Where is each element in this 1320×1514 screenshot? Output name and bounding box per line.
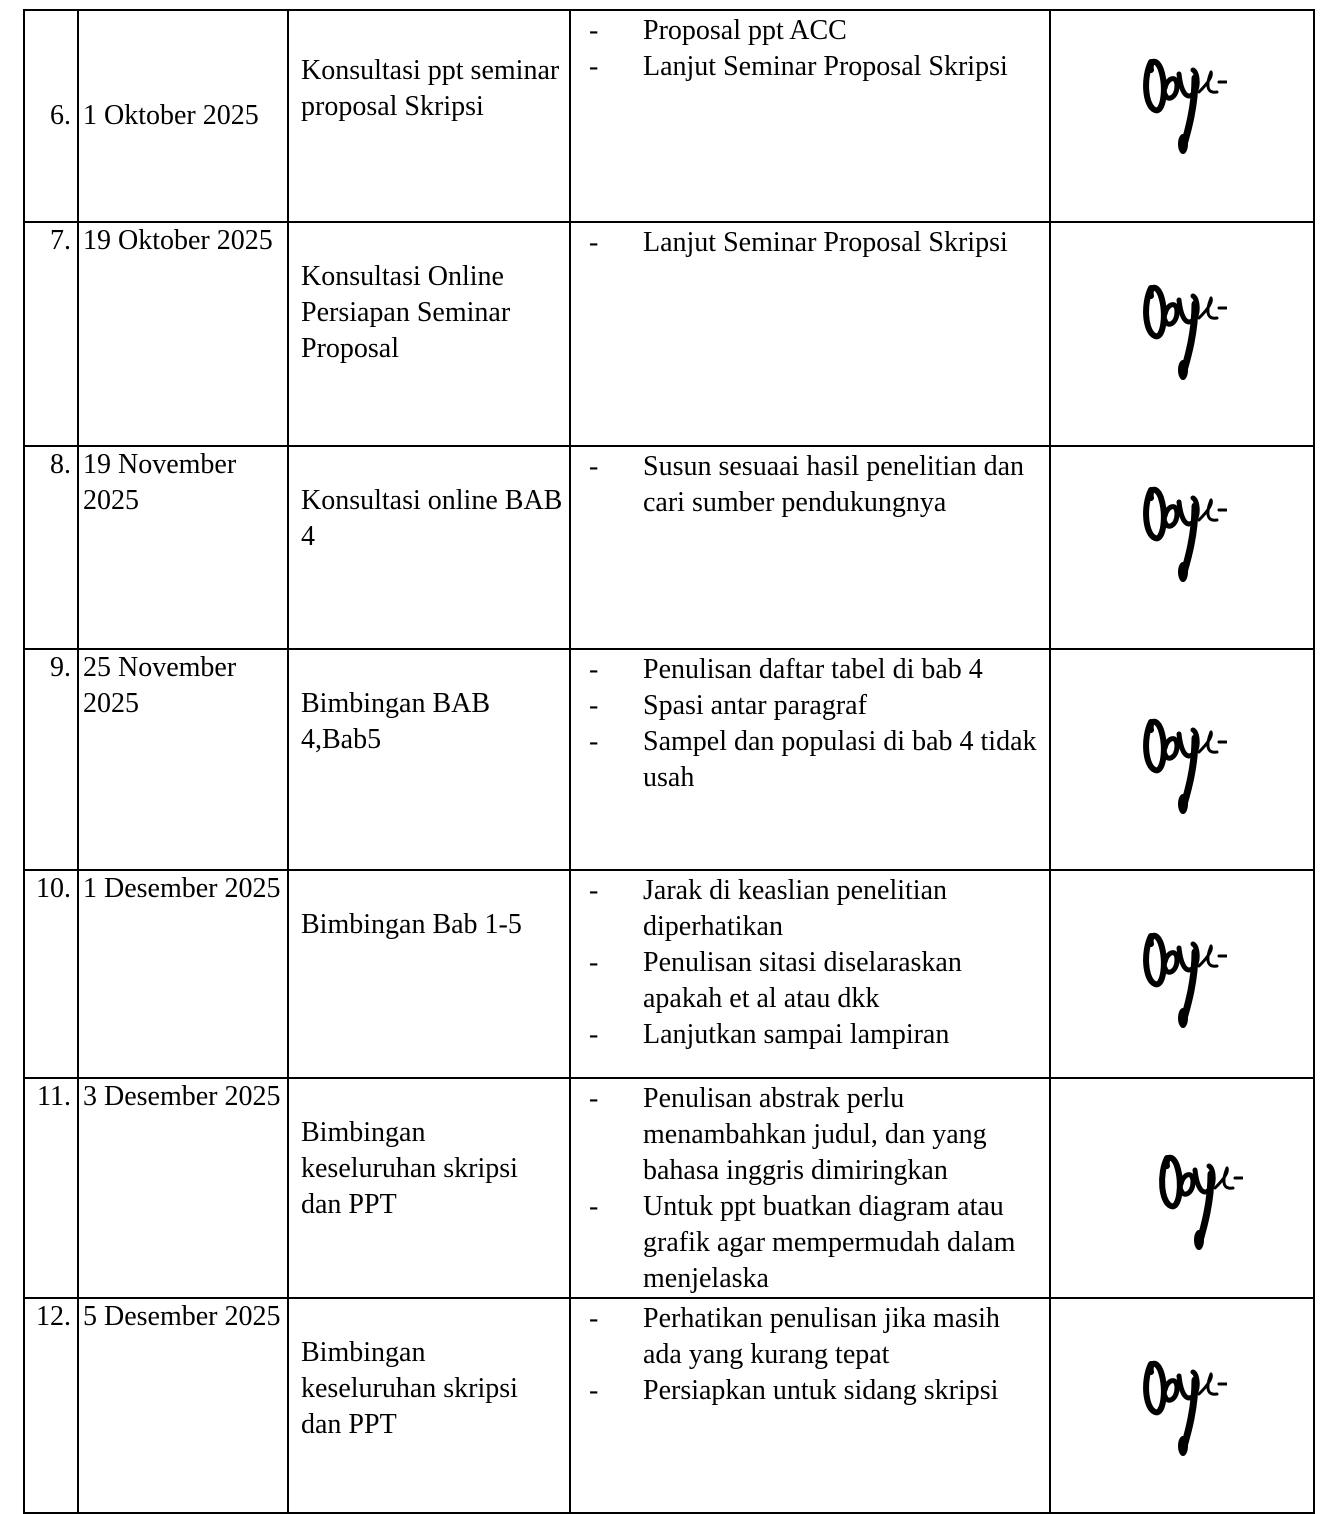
notes-list: [571, 873, 1049, 1053]
consultation-date: 25 November 2025: [78, 649, 288, 870]
list-item: [571, 225, 1049, 261]
list-item: [571, 1373, 1049, 1409]
list-item: [571, 945, 1049, 1017]
consultation-topic: Bimbingan BAB 4,Bab5: [288, 649, 570, 870]
notes-list: [571, 1301, 1049, 1409]
note-text: Lanjutkan sampai lampiran: [643, 1019, 950, 1050]
list-item: [571, 873, 1049, 945]
row-number: 8.: [24, 446, 78, 649]
consultation-notes: [570, 1298, 1050, 1513]
signature-cell: [1050, 222, 1314, 446]
list-item: [571, 1189, 1049, 1297]
note-text: Susun sesuaai hasil penelitian dan cari sumber pendukungnya: [643, 451, 1025, 518]
signature-cell: [1050, 10, 1314, 222]
signature-image: [1137, 708, 1227, 818]
list-item: [571, 1017, 1049, 1053]
note-text: Persiapkan untuk sidang skripsi: [643, 1375, 999, 1406]
consultation-topic: Bimbingan keseluruhan skripsi dan PPT: [288, 1298, 570, 1513]
signature-image: [1137, 48, 1227, 158]
notes-list: [571, 13, 1049, 85]
signature-cell: [1050, 1298, 1314, 1513]
bullet-dash: -: [589, 1019, 599, 1050]
notes-list: [571, 1081, 1049, 1297]
list-item: [571, 1301, 1049, 1373]
table-row: [24, 446, 1314, 649]
row-number: 9.: [24, 649, 78, 870]
consultation-date: 19 November 2025: [78, 446, 288, 649]
note-text: Untuk ppt buatkan diagram atau grafik agar mempermudah dalam menjelaska: [643, 1191, 1016, 1294]
note-text: Proposal ppt ACC: [643, 15, 847, 46]
table-row: [24, 10, 1314, 222]
consultation-topic: Konsultasi Online Persiapan Seminar Proposal: [288, 222, 570, 446]
bullet-dash: -: [589, 227, 599, 258]
note-text: Lanjut Seminar Proposal Skripsi: [643, 51, 1008, 82]
signature-cell: [1050, 446, 1314, 649]
list-item: [571, 652, 1049, 688]
table-row: [24, 649, 1314, 870]
bullet-dash: -: [589, 654, 599, 685]
list-item: [571, 1081, 1049, 1189]
consultation-notes: [570, 1078, 1050, 1298]
bullet-dash: -: [589, 1191, 599, 1222]
note-text: Jarak di keaslian penelitian diperhatikan: [643, 875, 947, 942]
bullet-dash: -: [589, 451, 599, 482]
consultation-notes: [570, 10, 1050, 222]
note-text: Spasi antar paragraf: [643, 690, 867, 721]
consultation-date: 1 Desember 2025: [78, 870, 288, 1078]
signature-image: [1137, 274, 1227, 384]
table-row: [24, 870, 1314, 1078]
list-item: [571, 449, 1049, 521]
signature-image: [1137, 1350, 1227, 1460]
consultation-date: 5 Desember 2025: [78, 1298, 288, 1513]
bullet-dash: -: [589, 726, 599, 757]
signature-image: [1153, 1144, 1243, 1254]
list-item: [571, 724, 1049, 796]
consultation-notes: [570, 222, 1050, 446]
list-item: [571, 13, 1049, 49]
consultation-date: 3 Desember 2025: [78, 1078, 288, 1298]
table-body: [24, 10, 1314, 1513]
consultation-notes: [570, 870, 1050, 1078]
note-text: Penulisan abstrak perlu menambahkan judul, dan yang bahasa inggris dimiringkan: [643, 1083, 987, 1186]
consultation-topic: Bimbingan keseluruhan skripsi dan PPT: [288, 1078, 570, 1298]
row-number: 12.: [24, 1298, 78, 1513]
note-text: Perhatikan penulisan jika masih ada yang kurang tepat: [643, 1303, 1000, 1370]
consultation-date: 19 Oktober 2025: [78, 222, 288, 446]
notes-list: [571, 652, 1049, 796]
signature-cell: [1050, 870, 1314, 1078]
list-item: [571, 49, 1049, 85]
signature-image: [1137, 476, 1227, 586]
table-row: [24, 222, 1314, 446]
notes-list: [571, 225, 1049, 261]
bullet-dash: -: [589, 1083, 599, 1114]
row-number: 7.: [24, 222, 78, 446]
consultation-notes: [570, 649, 1050, 870]
note-text: Penulisan sitasi diselaraskan apakah et al atau dkk: [643, 947, 962, 1014]
signature-cell: [1050, 649, 1314, 870]
bullet-dash: -: [589, 1375, 599, 1406]
row-number: 11.: [24, 1078, 78, 1298]
row-number: 10.: [24, 870, 78, 1078]
bullet-dash: -: [589, 690, 599, 721]
table-row: [24, 1298, 1314, 1513]
consultation-topic: Konsultasi ppt seminar proposal Skripsi: [288, 10, 570, 222]
bullet-dash: -: [589, 1303, 599, 1334]
consultation-topic: Konsultasi online BAB 4: [288, 446, 570, 649]
bullet-dash: -: [589, 947, 599, 978]
bullet-dash: -: [589, 875, 599, 906]
note-text: Lanjut Seminar Proposal Skripsi: [643, 227, 1008, 258]
notes-list: [571, 449, 1049, 521]
row-number: 6.: [24, 10, 78, 222]
bullet-dash: -: [589, 15, 599, 46]
consultation-date: 1 Oktober 2025: [78, 10, 288, 222]
consultation-topic: Bimbingan Bab 1-5: [288, 870, 570, 1078]
signature-image: [1137, 922, 1227, 1032]
signature-cell: [1050, 1078, 1314, 1298]
consultation-log-table: [23, 9, 1315, 1514]
note-text: Penulisan daftar tabel di bab 4: [643, 654, 983, 685]
consultation-notes: [570, 446, 1050, 649]
note-text: Sampel dan populasi di bab 4 tidak usah: [643, 726, 1037, 793]
table-row: [24, 1078, 1314, 1298]
bullet-dash: -: [589, 51, 599, 82]
list-item: [571, 688, 1049, 724]
